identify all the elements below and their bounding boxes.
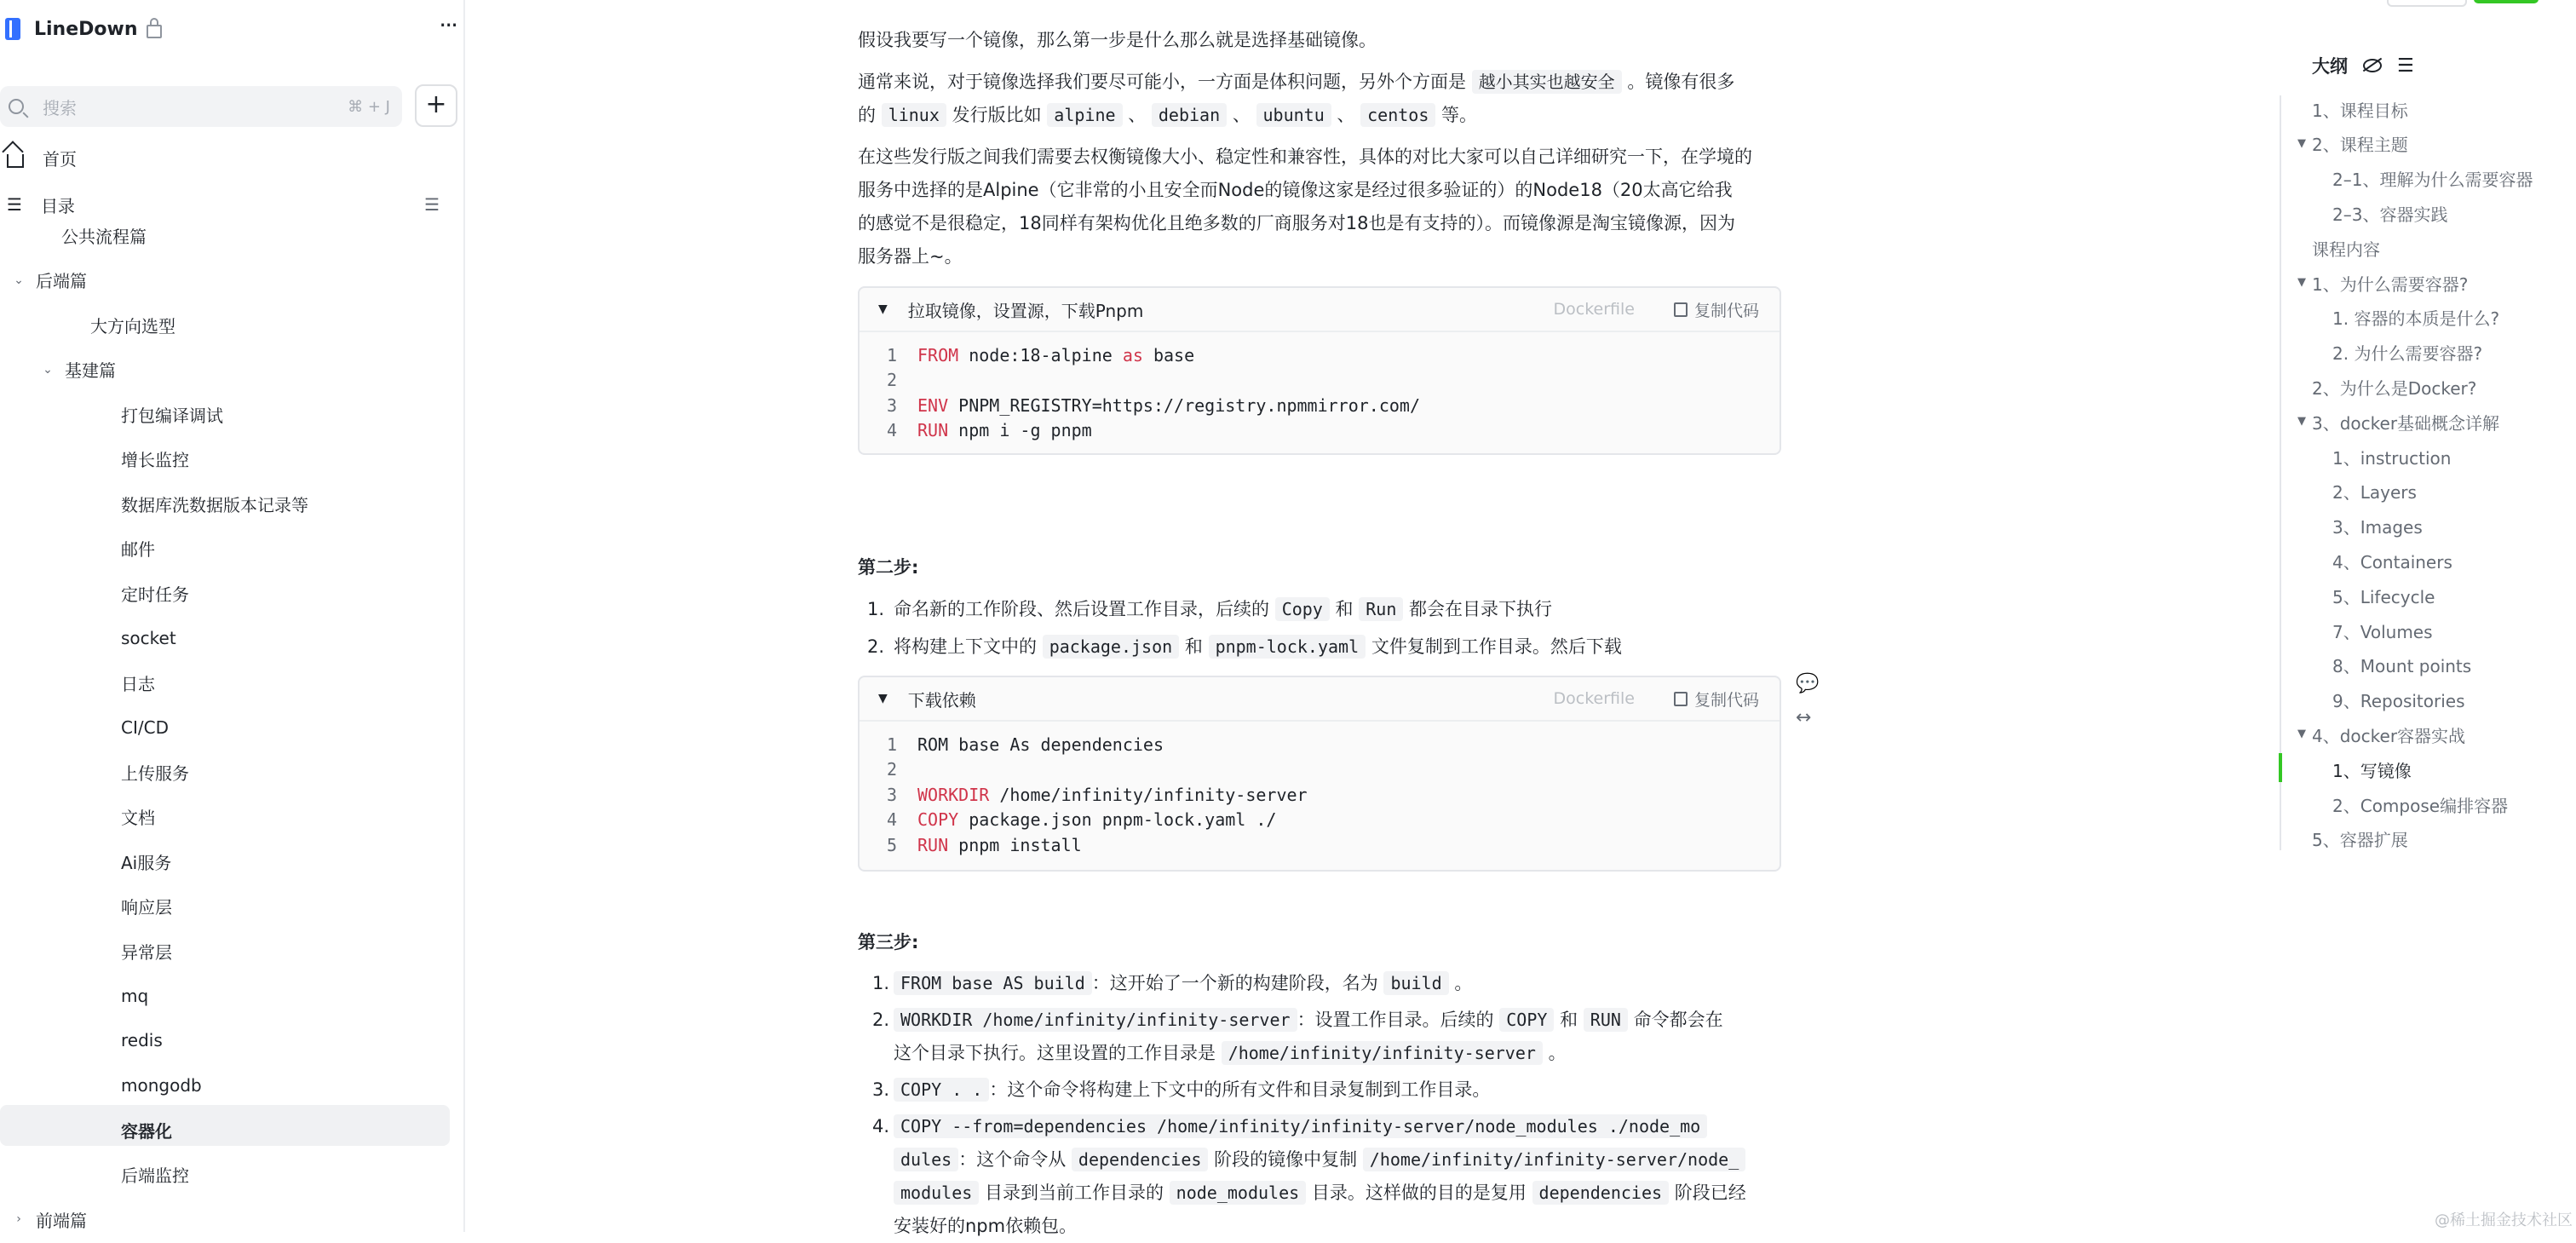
chevron-down-icon[interactable]: ⌄ — [43, 362, 53, 377]
code-text — [917, 785, 1308, 805]
search-placeholder: 搜索 — [43, 97, 77, 118]
inline-code: pnpm-lock.yaml — [1209, 635, 1366, 659]
inline-code: Run — [1359, 597, 1403, 621]
code-text — [917, 835, 1082, 855]
code-block-title: 下载依赖 — [907, 689, 976, 711]
code-block-header — [860, 677, 1780, 722]
outline-collapse-icon[interactable]: ▼ — [2297, 728, 2306, 741]
sidebar-tree-item[interactable] — [39, 351, 116, 388]
sidebar — [0, 0, 465, 1232]
sidebar-tree-item[interactable] — [121, 1021, 163, 1059]
text: 目录到当前工作目录的 — [984, 1183, 1164, 1203]
copy-label: 复制代码 — [1693, 301, 1759, 320]
outline-item[interactable]: 4、Containers — [2332, 551, 2452, 573]
code-line — [860, 368, 1780, 394]
text: ：设置工作目录。后续的 — [1297, 1010, 1494, 1030]
inline-code: RUN — [1584, 1008, 1628, 1032]
code-lines[interactable] — [860, 332, 1780, 453]
search-shortcut: ⌘ + J — [348, 97, 390, 116]
line-number: 1 — [886, 734, 897, 755]
outline-track — [2280, 95, 2281, 850]
sidebar-tree-item-label: 基建篇 — [65, 360, 116, 381]
line-number: 4 — [886, 809, 897, 831]
outline-item[interactable]: 4、docker容器实战 — [2312, 725, 2466, 746]
outline-item[interactable]: 2、Layers — [2332, 482, 2417, 504]
code-token: pnpm install — [948, 834, 1082, 855]
more-icon[interactable]: ··· — [439, 11, 457, 39]
text: 和 — [1335, 599, 1354, 619]
text: 将构建上下文中的 — [894, 636, 1037, 657]
code-keyword: COPY — [917, 809, 959, 831]
app-name: LineDown — [34, 18, 138, 40]
sidebar-tree-item-label: 容器化 — [121, 1120, 172, 1142]
sidebar-tree-item[interactable] — [121, 753, 189, 791]
inline-code: Copy — [1275, 597, 1330, 621]
line-number: 3 — [886, 784, 897, 805]
text: 命令都会在 — [1633, 1010, 1723, 1030]
sidebar-tree-item[interactable] — [121, 843, 171, 880]
code-line — [860, 808, 1780, 833]
sidebar-tree-item-label: 公共流程篇 — [61, 226, 147, 247]
sidebar-tree-item-label: 响应层 — [121, 897, 172, 918]
sidebar-item-label: 目录 — [40, 195, 75, 216]
sidebar-tree-item-label: Ai服务 — [121, 852, 172, 873]
text: 。镜像有很多 — [1627, 72, 1735, 92]
sidebar-tree-item[interactable] — [121, 798, 155, 836]
inline-code: ubuntu — [1256, 103, 1331, 127]
outline-item[interactable]: 3、Images — [2332, 517, 2423, 538]
sidebar-tree-item-label: 后端监控 — [121, 1165, 189, 1186]
outline-item[interactable]: 5、Lifecycle — [2332, 586, 2435, 607]
paragraph-3-line-2: 服务中选择的是Alpine（它非常的小且安全而Node的镜像这家是经过很多验证的）的Node18（20太高它给我 — [858, 180, 1733, 200]
sidebar-tree-item-label: 定时任务 — [121, 584, 189, 605]
text: 。 — [1454, 973, 1473, 993]
text: 安装好的npm依赖包。 — [894, 1216, 1078, 1236]
inline-code: COPY --from=dependencies /home/infinity/infinity-server/node_modules ./node_mo — [894, 1114, 1707, 1138]
sidebar-tree-item-label: 后端篇 — [36, 271, 87, 291]
code-language[interactable]: Dockerfile — [1553, 300, 1635, 319]
outline-item[interactable]: 2、为什么是Docker? — [2312, 377, 2477, 399]
code-text — [917, 734, 1164, 755]
paragraph-3-line-4: 服务器上~。 — [858, 246, 963, 267]
step-2-title: 第二步: — [858, 557, 919, 578]
outline-item[interactable]: 7、Volumes — [2332, 621, 2433, 642]
code-token: package.json pnpm-lock.yaml ./ — [958, 809, 1277, 831]
inline-code: /home/infinity/infinity-server/node_ — [1363, 1148, 1745, 1171]
outline-item[interactable]: 1. 容器的本质是什么? — [2332, 308, 2500, 330]
sidebar-tree-item-label: 数据库洗数据版本记录等 — [121, 494, 308, 515]
outline-active-indicator — [2279, 753, 2282, 782]
outline-title: 大纲 — [2312, 56, 2348, 77]
inline-code: dependencies — [1532, 1181, 1670, 1205]
sidebar-tree-item[interactable] — [121, 1067, 202, 1104]
code-token: npm i -g pnpm — [948, 420, 1092, 441]
inline-code: dules — [894, 1148, 958, 1171]
outline-collapse-icon[interactable]: ▼ — [2297, 136, 2306, 150]
outline-collapse-icon[interactable]: ▼ — [2297, 276, 2306, 289]
code-line — [860, 832, 1780, 858]
chevron-down-icon[interactable]: ⌄ — [14, 273, 24, 287]
sidebar-tree-item-label: 日志 — [121, 673, 155, 694]
text: 通常来说，对于镜像选择我们要尽可能小，一方面是体积问题，另外个方面是 — [858, 72, 1466, 92]
sidebar-tree-item-label: 前端篇 — [36, 1210, 87, 1231]
inline-code: WORKDIR /home/infinity/infinity-server — [894, 1008, 1297, 1032]
inline-code: dependencies — [1072, 1148, 1209, 1171]
line-number: 5 — [886, 834, 897, 855]
search-icon — [9, 99, 24, 114]
outline-item[interactable]: 1、写镜像 — [2332, 760, 2412, 781]
paragraph-2-line-2: 的 linux 发行版比如 alpine 、 debian 、 ubuntu 、 centos 等。 — [858, 105, 1478, 125]
text: 目录。这样做的目的是复用 — [1311, 1183, 1527, 1203]
code-line — [860, 782, 1780, 808]
list-number: 1. — [866, 599, 885, 619]
list-number: 2. — [866, 636, 885, 657]
inline-code: centos — [1360, 103, 1435, 127]
outline-list-icon[interactable]: ☰ — [2397, 55, 2414, 77]
text: 阶段已经 — [1674, 1183, 1746, 1203]
sidebar-tree-item[interactable] — [121, 530, 155, 567]
inline-code: FROM base AS build — [894, 971, 1092, 995]
paragraph-3-line-1: 在这些发行版之间我们需要去权衡镜像大小、稳定性和兼容性，具体的对比大家可以自己详细研究一下，在学境的 — [858, 147, 1752, 167]
inline-code: /home/infinity/infinity-server — [1222, 1041, 1543, 1065]
paragraph-2 — [858, 66, 1734, 99]
list-number: 1. — [872, 973, 890, 993]
lock-icon — [147, 25, 162, 38]
code-language[interactable]: Dockerfile — [1553, 689, 1635, 708]
sidebar-tree-item[interactable] — [121, 485, 308, 522]
outline-item[interactable]: 2. 为什么需要容器? — [2332, 343, 2483, 365]
outline-item[interactable]: 8、Mount points — [2332, 656, 2472, 677]
text: 的 — [858, 105, 876, 125]
inline-code: debian — [1152, 103, 1227, 127]
highlight-text: 越小其实也越安全 — [1472, 70, 1622, 94]
book-icon — [5, 18, 20, 40]
list-item — [858, 630, 1786, 664]
text: 等。 — [1441, 105, 1478, 125]
sidebar-tree-item-label: 大方向选型 — [90, 315, 175, 337]
line-number: 2 — [886, 759, 897, 780]
code-text — [917, 395, 1420, 416]
text: 都会在目录下执行 — [1409, 599, 1553, 619]
inline-code: alpine — [1047, 103, 1122, 127]
outline-item[interactable]: 1、为什么需要容器? — [2312, 273, 2469, 295]
sidebar-item-label: 首页 — [43, 148, 77, 170]
list-number: 2. — [872, 1010, 890, 1030]
outline-item[interactable]: 2–3、容器实践 — [2332, 204, 2448, 225]
code-token: node:18-alpine — [958, 344, 1123, 365]
sidebar-tree-item[interactable] — [121, 977, 148, 1015]
sidebar-tree-item-label: mongodb — [121, 1074, 202, 1096]
sidebar-tree-item[interactable] — [121, 440, 189, 478]
text: ：这个命令将构建上下文中的所有文件和目录复制到工作目录。 — [989, 1079, 1491, 1100]
inline-code: build — [1383, 971, 1448, 995]
step-3-title: 第三步: — [858, 932, 919, 952]
code-block-title: 拉取镜像，设置源，下载Pnpm — [907, 300, 1144, 321]
outline-header — [2312, 53, 2414, 78]
expand-width-icon[interactable]: ↔ — [1796, 707, 1812, 728]
sidebar-tree-item-label: 打包编译调试 — [121, 405, 223, 426]
chevron-right-icon[interactable]: › — [16, 1212, 21, 1226]
plus-icon: + — [425, 89, 447, 119]
code-line — [860, 732, 1780, 757]
home-icon — [7, 154, 24, 168]
text: 这个目录下执行。这里设置的工作目录是 — [894, 1043, 1216, 1063]
app-header — [5, 12, 457, 46]
inline-code: node_modules — [1170, 1181, 1307, 1205]
outline-item[interactable]: 1、课程目标 — [2312, 100, 2408, 121]
text: 和 — [1560, 1010, 1578, 1030]
search-input[interactable] — [0, 86, 402, 127]
sidebar-tree-item-label: mq — [121, 985, 149, 1006]
code-text — [917, 345, 1194, 365]
code-line — [860, 418, 1780, 444]
copy-code-button[interactable] — [1674, 298, 1759, 321]
comment-icon[interactable]: 💬 — [1796, 673, 1820, 694]
line-number: 1 — [886, 344, 897, 365]
text: 。 — [1548, 1043, 1567, 1063]
paragraph-3-line-3: 的感觉不是很稳定，18同样有架构优化且绝多数的厂商服务对18也是有支持的）。而镜像源是淘宝镜像源，因为 — [858, 213, 1735, 233]
code-text — [917, 420, 1092, 440]
list-number: 4. — [872, 1116, 890, 1137]
inline-code: package.json — [1043, 635, 1180, 659]
sidebar-tree-item[interactable] — [121, 888, 172, 925]
sidebar-tree-item-label: 增长监控 — [121, 450, 189, 470]
code-lines[interactable] — [860, 722, 1780, 868]
collapse-caret-icon[interactable]: ▼ — [878, 302, 888, 316]
inline-code: modules — [894, 1181, 979, 1205]
text: ：这开始了一个新的构建阶段，名为 — [1091, 973, 1378, 993]
code-keyword: RUN — [917, 834, 949, 855]
outline-item[interactable]: 9、Repositories — [2332, 691, 2465, 712]
code-token: PNPM_REGISTRY=https://registry.npmmirror.com/ — [948, 394, 1421, 416]
code-text — [917, 809, 1276, 830]
sidebar-tree-item-label: 异常层 — [121, 941, 172, 963]
code-token: ROM base As dependencies — [917, 734, 1164, 755]
outline-collapse-icon[interactable]: ▼ — [2297, 415, 2306, 429]
sidebar-tree-item-label: socket — [121, 627, 176, 648]
sidebar-tree-item[interactable] — [121, 1111, 172, 1148]
text: 和 — [1184, 636, 1203, 657]
outline-item[interactable]: 2–1、理解为什么需要容器 — [2332, 170, 2533, 191]
outline-item[interactable]: 课程内容 — [2312, 239, 2380, 260]
outline-item[interactable]: 3、docker基础概念详解 — [2312, 412, 2500, 434]
sidebar-tree-item[interactable] — [10, 262, 87, 299]
watermark: @稀土掘金技术社区 — [2435, 1211, 2573, 1229]
add-button[interactable] — [415, 84, 457, 127]
outline-item[interactable]: 5、容器扩展 — [2312, 830, 2408, 851]
text: 命名新的工作阶段、然后设置工作目录，后续的 — [894, 599, 1269, 619]
copy-label: 复制代码 — [1693, 690, 1759, 710]
sidebar-tree-item[interactable] — [121, 619, 176, 657]
code-keyword: WORKDIR — [917, 784, 990, 805]
code-line — [860, 757, 1780, 783]
text: 阶段的镜像中复制 — [1214, 1149, 1358, 1170]
code-block — [858, 286, 1781, 455]
paragraph-1: 假设我要写一个镜像，那么第一步是什么那么就是选择基础镜像。 — [858, 30, 1377, 50]
outline-item[interactable]: 2、课程主题 — [2312, 135, 2408, 156]
copy-icon — [1674, 692, 1688, 706]
code-token: /home/infinity/infinity-server — [989, 784, 1308, 805]
copy-code-button[interactable] — [1674, 688, 1759, 711]
sidebar-tree-item-label: 文档 — [121, 808, 155, 828]
line-number: 3 — [886, 394, 897, 416]
list-item — [858, 593, 1786, 626]
inline-code: COPY — [1499, 1008, 1554, 1032]
sidebar-tree-item[interactable] — [61, 216, 147, 254]
sidebar-tree-item[interactable] — [121, 664, 155, 701]
top-primary-button[interactable] — [2474, 0, 2539, 3]
code-token: base — [1142, 344, 1195, 365]
top-action-button[interactable] — [2387, 0, 2467, 7]
line-number: 4 — [886, 420, 897, 441]
inline-code: linux — [882, 103, 946, 127]
sidebar-item-home[interactable] — [0, 141, 451, 175]
text: 发行版比如 — [952, 105, 1042, 125]
inline-code: COPY . . — [894, 1078, 989, 1102]
sidebar-tree-item-label: 上传服务 — [121, 762, 189, 784]
sidebar-tree-item[interactable] — [121, 709, 169, 746]
code-block-header — [860, 288, 1780, 332]
code-line — [860, 393, 1780, 418]
code-keyword: RUN — [917, 420, 949, 441]
sidebar-tree-item[interactable] — [121, 932, 172, 970]
text: ：这个命令从 — [958, 1149, 1067, 1170]
toc-toggle-icon[interactable]: ☰ — [424, 194, 440, 215]
text: 文件复制到工作目录。然后下载 — [1371, 636, 1622, 657]
hide-outline-icon[interactable] — [2363, 59, 2382, 72]
sidebar-tree-item[interactable] — [121, 395, 223, 433]
code-block — [858, 676, 1781, 872]
code-line — [860, 342, 1780, 368]
sidebar-tree-item[interactable] — [121, 574, 189, 612]
toc-list-icon: ☰ — [7, 194, 22, 215]
list-number: 3. — [872, 1079, 890, 1100]
sidebar-tree-item[interactable] — [10, 1200, 87, 1238]
sidebar-tree-item[interactable] — [90, 306, 175, 343]
sidebar-tree-item[interactable] — [121, 1156, 189, 1194]
code-keyword: ENV — [917, 394, 949, 416]
outline-item[interactable]: 1、instruction — [2332, 447, 2452, 469]
sidebar-tree-item-label: CI/CD — [121, 716, 169, 738]
code-keyword: FROM — [917, 344, 959, 365]
outline-item[interactable]: 2、Compose编排容器 — [2332, 795, 2509, 816]
line-number: 2 — [886, 370, 897, 391]
sidebar-tree-item-label: redis — [121, 1030, 163, 1050]
code-keyword: as — [1122, 344, 1143, 365]
copy-icon — [1674, 302, 1688, 317]
collapse-caret-icon[interactable]: ▼ — [878, 692, 888, 705]
tree-active-highlight — [0, 1105, 450, 1146]
sidebar-tree-item-label: 邮件 — [121, 539, 155, 560]
